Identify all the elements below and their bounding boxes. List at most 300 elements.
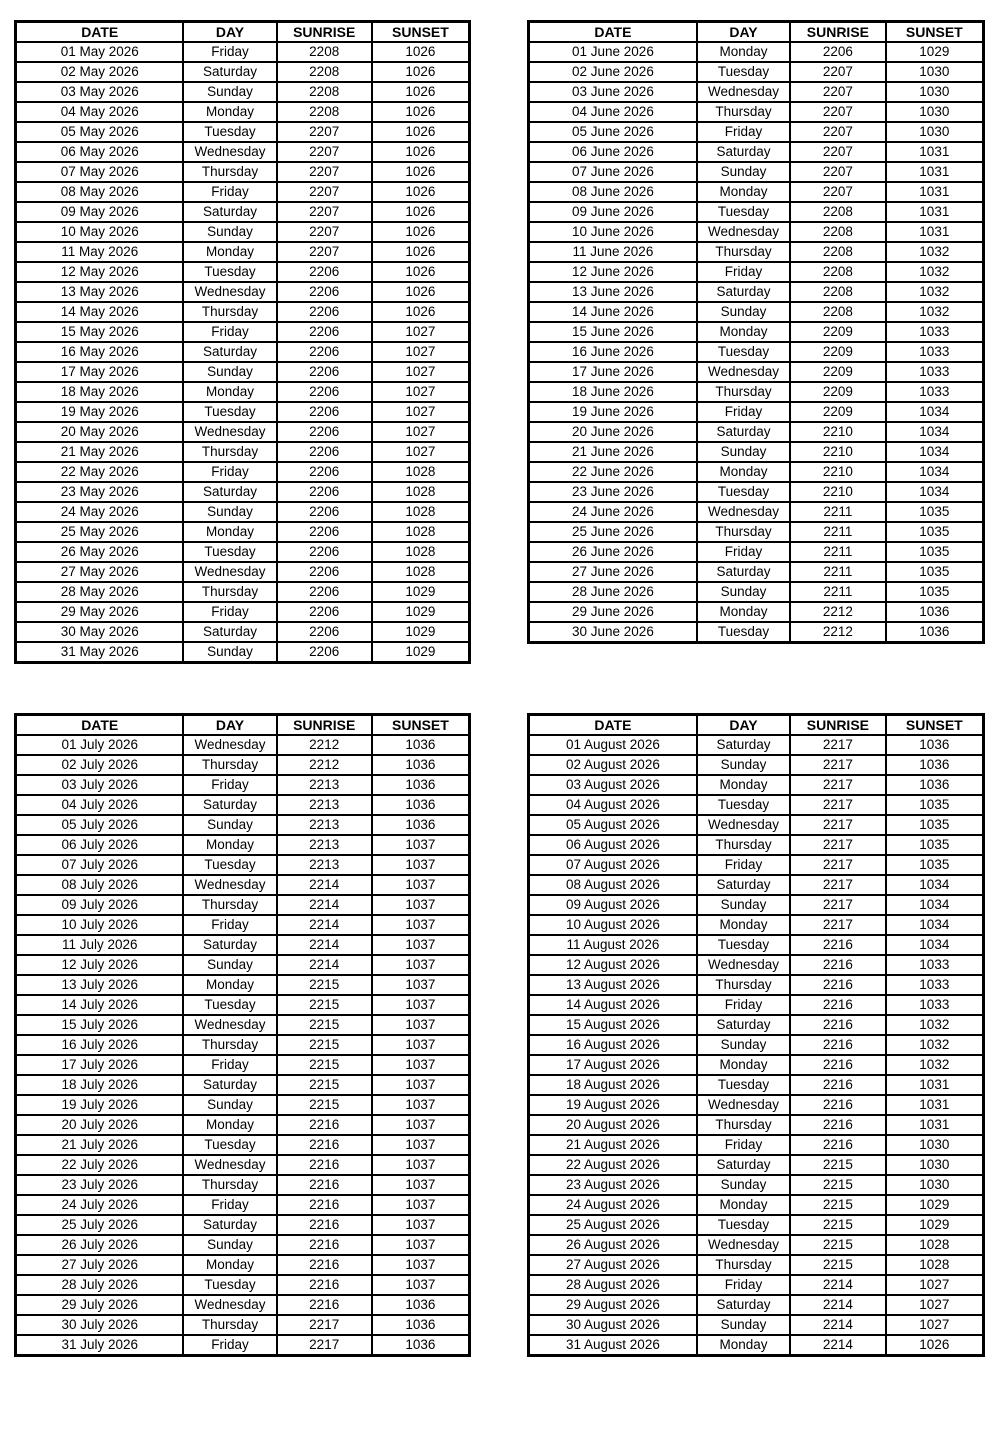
sunset-cell: 1037 — [372, 975, 470, 995]
date-cell: 20 May 2026 — [16, 422, 184, 442]
sunrise-cell: 2207 — [277, 162, 372, 182]
day-cell: Tuesday — [183, 855, 276, 875]
table-row — [529, 1155, 984, 1175]
sunrise-cell: 2216 — [277, 1235, 372, 1255]
sunrise-cell: 2216 — [790, 1035, 886, 1055]
date-cell: 01 June 2026 — [529, 42, 697, 62]
table-row — [16, 82, 470, 102]
sunrise-cell: 2213 — [277, 795, 372, 815]
sunset-cell: 1031 — [886, 182, 984, 202]
day-cell: Thursday — [697, 1255, 790, 1275]
day-cell: Monday — [697, 602, 790, 622]
sunrise-cell: 2208 — [790, 302, 886, 322]
date-cell: 30 July 2026 — [16, 1315, 184, 1335]
sunset-cell: 1035 — [886, 542, 984, 562]
date-cell: 01 May 2026 — [16, 42, 184, 62]
day-cell: Tuesday — [183, 402, 276, 422]
day-cell: Sunday — [183, 82, 276, 102]
sunset-cell: 1027 — [886, 1295, 984, 1315]
day-cell: Wednesday — [183, 142, 276, 162]
day-cell: Wednesday — [697, 222, 790, 242]
sunrise-cell: 2215 — [790, 1195, 886, 1215]
day-cell: Sunday — [697, 442, 790, 462]
day-cell: Monday — [697, 915, 790, 935]
date-column-header: DATE — [16, 715, 184, 736]
date-cell: 07 August 2026 — [529, 855, 697, 875]
sunset-cell: 1026 — [372, 42, 470, 62]
day-cell: Friday — [183, 1195, 276, 1215]
date-cell: 13 June 2026 — [529, 282, 697, 302]
date-cell: 03 May 2026 — [16, 82, 184, 102]
table-row — [529, 122, 984, 142]
date-cell: 09 July 2026 — [16, 895, 184, 915]
day-column-header: DAY — [697, 22, 790, 43]
table-row — [529, 1295, 984, 1315]
sunrise-sunset-table — [527, 20, 985, 644]
day-cell: Sunday — [183, 955, 276, 975]
date-cell: 30 August 2026 — [529, 1315, 697, 1335]
table-row — [529, 462, 984, 482]
date-cell: 12 August 2026 — [529, 955, 697, 975]
day-cell: Thursday — [183, 582, 276, 602]
table-row — [16, 42, 470, 62]
table-row — [529, 935, 984, 955]
sunrise-cell: 2207 — [790, 82, 886, 102]
day-cell: Friday — [697, 1275, 790, 1295]
table-row — [16, 602, 470, 622]
date-cell: 24 May 2026 — [16, 502, 184, 522]
table-row — [529, 542, 984, 562]
sunset-cell: 1037 — [372, 1275, 470, 1295]
sunrise-cell: 2206 — [277, 642, 372, 663]
table-row — [529, 1235, 984, 1255]
sunrise-cell: 2214 — [277, 875, 372, 895]
table-row — [529, 102, 984, 122]
day-cell: Thursday — [697, 382, 790, 402]
sunset-cell: 1031 — [886, 1115, 984, 1135]
sunrise-cell: 2216 — [790, 995, 886, 1015]
sunset-cell: 1035 — [886, 582, 984, 602]
sunset-cell: 1032 — [886, 1015, 984, 1035]
table-row — [16, 835, 470, 855]
date-cell: 21 June 2026 — [529, 442, 697, 462]
table-row — [16, 622, 470, 642]
sunrise-cell: 2211 — [790, 522, 886, 542]
day-cell: Wednesday — [183, 1155, 276, 1175]
table-row — [16, 402, 470, 422]
sunrise-cell: 2208 — [790, 262, 886, 282]
sunset-cell: 1037 — [372, 1115, 470, 1135]
sunset-cell: 1031 — [886, 222, 984, 242]
sunset-column-header: SUNSET — [372, 22, 470, 43]
day-cell: Wednesday — [183, 1295, 276, 1315]
sunrise-cell: 2217 — [790, 895, 886, 915]
date-cell: 14 May 2026 — [16, 302, 184, 322]
day-cell: Saturday — [697, 562, 790, 582]
day-cell: Friday — [183, 462, 276, 482]
day-cell: Friday — [183, 1055, 276, 1075]
sunset-cell: 1032 — [886, 1055, 984, 1075]
sunset-cell: 1031 — [886, 162, 984, 182]
date-cell: 26 May 2026 — [16, 542, 184, 562]
table-row — [16, 262, 470, 282]
day-cell: Sunday — [183, 1095, 276, 1115]
table-row — [16, 162, 470, 182]
sunset-cell: 1033 — [886, 322, 984, 342]
date-column-header: DATE — [529, 715, 697, 736]
table-row — [529, 1255, 984, 1275]
sunrise-cell: 2207 — [277, 142, 372, 162]
date-cell: 11 July 2026 — [16, 935, 184, 955]
sunset-cell: 1027 — [372, 422, 470, 442]
sunrise-cell: 2216 — [790, 975, 886, 995]
sunset-cell: 1028 — [886, 1235, 984, 1255]
table-row — [16, 1175, 470, 1195]
day-cell: Thursday — [183, 1175, 276, 1195]
table-row — [529, 875, 984, 895]
sunset-cell: 1033 — [886, 975, 984, 995]
sunrise-cell: 2217 — [277, 1315, 372, 1335]
date-cell: 27 July 2026 — [16, 1255, 184, 1275]
sunset-cell: 1035 — [886, 815, 984, 835]
sunrise-cell: 2206 — [277, 282, 372, 302]
date-cell: 11 June 2026 — [529, 242, 697, 262]
sunset-cell: 1037 — [372, 1215, 470, 1235]
table-row — [529, 1275, 984, 1295]
sunrise-cell: 2210 — [790, 482, 886, 502]
day-cell: Saturday — [697, 142, 790, 162]
sunrise-cell: 2209 — [790, 402, 886, 422]
sunrise-sunset-table — [14, 713, 471, 1357]
table-row — [16, 1075, 470, 1095]
day-cell: Tuesday — [697, 482, 790, 502]
table-row — [16, 1315, 470, 1335]
day-cell: Friday — [697, 122, 790, 142]
day-cell: Wednesday — [697, 955, 790, 975]
table-row — [529, 795, 984, 815]
table-row — [529, 602, 984, 622]
table-header-row — [16, 715, 470, 736]
table-row — [529, 162, 984, 182]
table-row — [529, 502, 984, 522]
table-row — [16, 775, 470, 795]
sunset-cell: 1034 — [886, 915, 984, 935]
sunrise-cell: 2216 — [277, 1215, 372, 1235]
date-cell: 10 July 2026 — [16, 915, 184, 935]
sunrise-cell: 2206 — [277, 582, 372, 602]
sunset-cell: 1026 — [372, 242, 470, 262]
date-cell: 02 July 2026 — [16, 755, 184, 775]
table-row — [16, 1155, 470, 1175]
day-cell: Saturday — [183, 1075, 276, 1095]
day-cell: Saturday — [183, 342, 276, 362]
sunset-cell: 1037 — [372, 1175, 470, 1195]
sunset-cell: 1037 — [372, 995, 470, 1015]
sunset-cell: 1026 — [372, 202, 470, 222]
sunrise-cell: 2208 — [277, 102, 372, 122]
sunrise-cell: 2206 — [277, 362, 372, 382]
day-cell: Tuesday — [183, 995, 276, 1015]
table-row — [16, 935, 470, 955]
day-cell: Monday — [697, 462, 790, 482]
date-cell: 09 May 2026 — [16, 202, 184, 222]
date-cell: 02 May 2026 — [16, 62, 184, 82]
date-cell: 26 August 2026 — [529, 1235, 697, 1255]
date-cell: 30 June 2026 — [529, 622, 697, 643]
sunrise-cell: 2215 — [790, 1215, 886, 1235]
sunset-cell: 1029 — [372, 582, 470, 602]
sunrise-cell: 2206 — [277, 502, 372, 522]
sunrise-cell: 2215 — [277, 1035, 372, 1055]
day-cell: Friday — [183, 1335, 276, 1356]
date-column-header: DATE — [529, 22, 697, 43]
table-row — [529, 622, 984, 643]
table-row — [16, 382, 470, 402]
date-cell: 29 August 2026 — [529, 1295, 697, 1315]
table-row — [16, 1055, 470, 1075]
table-row — [16, 975, 470, 995]
day-cell: Monday — [697, 775, 790, 795]
day-cell: Monday — [183, 975, 276, 995]
sunrise-cell: 2207 — [790, 142, 886, 162]
date-cell: 11 May 2026 — [16, 242, 184, 262]
sunrise-cell: 2217 — [790, 795, 886, 815]
date-cell: 04 May 2026 — [16, 102, 184, 122]
sunrise-cell: 2208 — [790, 202, 886, 222]
sunrise-cell: 2209 — [790, 342, 886, 362]
sunset-cell: 1036 — [886, 755, 984, 775]
sunrise-cell: 2206 — [790, 42, 886, 62]
date-cell: 01 August 2026 — [529, 735, 697, 755]
date-cell: 10 May 2026 — [16, 222, 184, 242]
day-cell: Monday — [183, 1115, 276, 1135]
table-row — [529, 895, 984, 915]
date-cell: 08 July 2026 — [16, 875, 184, 895]
sunrise-cell: 2206 — [277, 262, 372, 282]
table-row — [529, 955, 984, 975]
sunrise-cell: 2206 — [277, 622, 372, 642]
date-cell: 09 June 2026 — [529, 202, 697, 222]
sunset-cell: 1036 — [372, 775, 470, 795]
day-cell: Friday — [183, 602, 276, 622]
sunrise-cell: 2215 — [277, 1055, 372, 1075]
table-row — [16, 1095, 470, 1115]
day-cell: Tuesday — [697, 935, 790, 955]
table-row — [529, 142, 984, 162]
table-row — [16, 62, 470, 82]
date-cell: 22 August 2026 — [529, 1155, 697, 1175]
day-cell: Friday — [697, 542, 790, 562]
date-cell: 10 August 2026 — [529, 915, 697, 935]
date-cell: 20 July 2026 — [16, 1115, 184, 1135]
sunset-cell: 1036 — [372, 1315, 470, 1335]
table-row — [529, 1135, 984, 1155]
sunset-cell: 1032 — [886, 302, 984, 322]
sunset-cell: 1036 — [886, 775, 984, 795]
day-cell: Thursday — [183, 1315, 276, 1335]
sunrise-cell: 2217 — [790, 815, 886, 835]
sunrise-table-july-2026 — [14, 713, 471, 1357]
table-row — [529, 42, 984, 62]
date-cell: 19 August 2026 — [529, 1095, 697, 1115]
sunrise-cell: 2212 — [790, 602, 886, 622]
date-cell: 03 June 2026 — [529, 82, 697, 102]
table-row — [16, 1335, 470, 1356]
date-cell: 28 May 2026 — [16, 582, 184, 602]
day-cell: Monday — [183, 522, 276, 542]
sunset-cell: 1029 — [886, 42, 984, 62]
date-cell: 25 August 2026 — [529, 1215, 697, 1235]
sunset-cell: 1037 — [372, 1235, 470, 1255]
table-row — [529, 815, 984, 835]
day-cell: Wednesday — [183, 282, 276, 302]
sunset-cell: 1037 — [372, 1035, 470, 1055]
day-cell: Monday — [697, 322, 790, 342]
day-cell: Thursday — [697, 1115, 790, 1135]
sunrise-cell: 2208 — [277, 62, 372, 82]
table-row — [16, 522, 470, 542]
day-cell: Tuesday — [697, 202, 790, 222]
day-cell: Monday — [697, 182, 790, 202]
sunrise-cell: 2208 — [277, 42, 372, 62]
date-cell: 06 May 2026 — [16, 142, 184, 162]
sunrise-cell: 2207 — [277, 222, 372, 242]
sunrise-cell: 2217 — [790, 915, 886, 935]
date-cell: 19 June 2026 — [529, 402, 697, 422]
sunrise-cell: 2211 — [790, 502, 886, 522]
day-cell: Wednesday — [697, 82, 790, 102]
table-row — [16, 815, 470, 835]
table-row — [16, 1275, 470, 1295]
sunset-cell: 1030 — [886, 62, 984, 82]
table-row — [16, 582, 470, 602]
sunset-cell: 1037 — [372, 1015, 470, 1035]
sunset-cell: 1036 — [372, 1295, 470, 1315]
table-row — [529, 835, 984, 855]
sunrise-cell: 2207 — [790, 62, 886, 82]
day-cell: Sunday — [183, 502, 276, 522]
date-cell: 05 July 2026 — [16, 815, 184, 835]
sunrise-cell: 2215 — [277, 975, 372, 995]
day-cell: Tuesday — [183, 1275, 276, 1295]
table-row — [529, 1055, 984, 1075]
day-cell: Thursday — [697, 835, 790, 855]
table-row — [16, 282, 470, 302]
table-row — [16, 955, 470, 975]
day-cell: Saturday — [697, 1295, 790, 1315]
sunset-cell: 1035 — [886, 562, 984, 582]
sunset-cell: 1037 — [372, 915, 470, 935]
sunset-cell: 1036 — [886, 622, 984, 643]
sunrise-cell: 2216 — [790, 955, 886, 975]
sunrise-cell: 2208 — [277, 82, 372, 102]
day-cell: Saturday — [183, 795, 276, 815]
sunset-cell: 1037 — [372, 1055, 470, 1075]
table-row — [529, 302, 984, 322]
table-row — [529, 1215, 984, 1235]
table-row — [529, 482, 984, 502]
sunset-column-header: SUNSET — [372, 715, 470, 736]
sunset-cell: 1032 — [886, 262, 984, 282]
table-row — [529, 582, 984, 602]
sunset-cell: 1030 — [886, 122, 984, 142]
table-row — [16, 442, 470, 462]
day-cell: Wednesday — [697, 815, 790, 835]
date-cell: 14 August 2026 — [529, 995, 697, 1015]
day-cell: Monday — [697, 42, 790, 62]
table-row — [529, 1195, 984, 1215]
date-cell: 21 August 2026 — [529, 1135, 697, 1155]
table-row — [16, 322, 470, 342]
date-cell: 24 July 2026 — [16, 1195, 184, 1215]
day-cell: Friday — [183, 775, 276, 795]
date-cell: 16 May 2026 — [16, 342, 184, 362]
day-cell: Thursday — [697, 975, 790, 995]
sunrise-cell: 2217 — [790, 775, 886, 795]
sunset-cell: 1029 — [372, 602, 470, 622]
sunset-cell: 1034 — [886, 402, 984, 422]
sunset-cell: 1026 — [372, 262, 470, 282]
sunrise-sunset-table — [14, 20, 471, 664]
date-cell: 13 August 2026 — [529, 975, 697, 995]
sunrise-cell: 2206 — [277, 442, 372, 462]
sunrise-cell: 2213 — [277, 815, 372, 835]
day-column-header: DAY — [697, 715, 790, 736]
date-cell: 12 May 2026 — [16, 262, 184, 282]
date-cell: 27 August 2026 — [529, 1255, 697, 1275]
sunrise-cell: 2211 — [790, 582, 886, 602]
day-cell: Wednesday — [183, 735, 276, 755]
date-cell: 18 June 2026 — [529, 382, 697, 402]
day-cell: Wednesday — [697, 1095, 790, 1115]
sunrise-cell: 2215 — [790, 1255, 886, 1275]
sunrise-cell: 2206 — [277, 482, 372, 502]
date-cell: 10 June 2026 — [529, 222, 697, 242]
sunset-cell: 1032 — [886, 242, 984, 262]
sunrise-cell: 2216 — [277, 1295, 372, 1315]
sunset-cell: 1027 — [372, 382, 470, 402]
table-row — [16, 462, 470, 482]
sunset-cell: 1028 — [372, 482, 470, 502]
sunset-cell: 1027 — [886, 1275, 984, 1295]
day-cell: Tuesday — [697, 622, 790, 643]
day-cell: Saturday — [183, 935, 276, 955]
date-cell: 28 June 2026 — [529, 582, 697, 602]
sunrise-cell: 2216 — [277, 1115, 372, 1135]
sunrise-cell: 2216 — [790, 1075, 886, 1095]
sunset-cell: 1029 — [886, 1195, 984, 1215]
date-cell: 26 June 2026 — [529, 542, 697, 562]
day-column-header: DAY — [183, 22, 276, 43]
sunset-cell: 1037 — [372, 1195, 470, 1215]
table-row — [16, 102, 470, 122]
sunset-cell: 1037 — [372, 1155, 470, 1175]
day-cell: Tuesday — [183, 122, 276, 142]
day-cell: Sunday — [697, 162, 790, 182]
sunrise-cell: 2215 — [790, 1235, 886, 1255]
day-cell: Monday — [183, 242, 276, 262]
sunset-cell: 1029 — [372, 642, 470, 663]
sunrise-cell: 2215 — [277, 1075, 372, 1095]
table-row — [529, 755, 984, 775]
table-row — [16, 242, 470, 262]
sunrise-cell: 2215 — [790, 1155, 886, 1175]
table-row — [529, 262, 984, 282]
table-row — [16, 182, 470, 202]
table-row — [16, 362, 470, 382]
date-cell: 25 June 2026 — [529, 522, 697, 542]
sunrise-cell: 2214 — [790, 1295, 886, 1315]
